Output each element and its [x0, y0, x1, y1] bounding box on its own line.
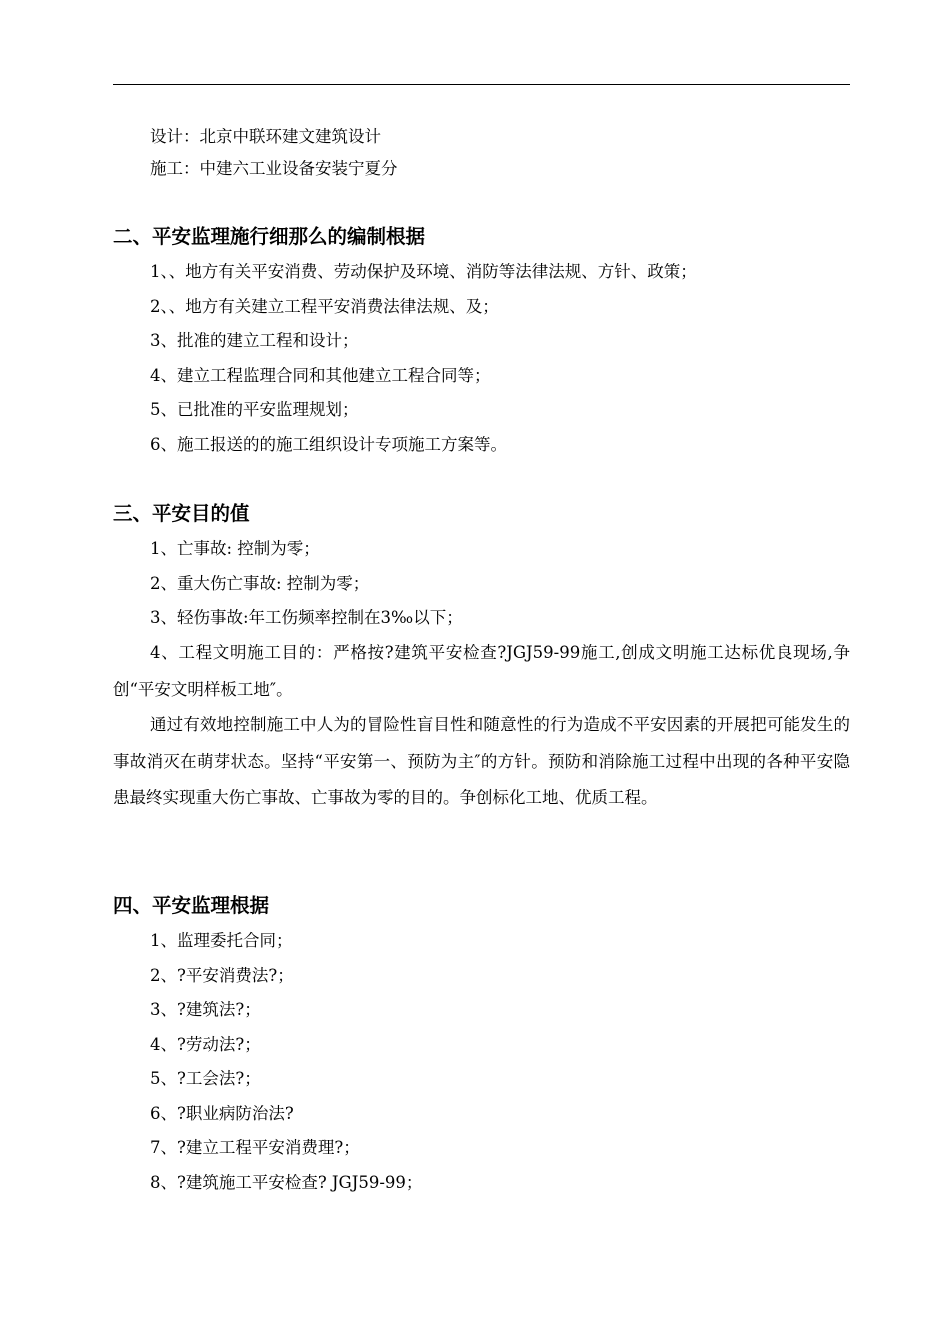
- section-4-item-7: 7、?建立工程平安消费理?；: [150, 1138, 360, 1157]
- section-3-item-4: 4、工程文明施工目的：严格按?建筑平安检查?JGJ59-99施工,创成文明施工达标优良现场,争创“平安文明样板工地″。: [113, 643, 850, 699]
- section-2-item-3: 3、批准的建立工程和设计；: [150, 331, 359, 350]
- section-4-item-3: 3、?建筑法?；: [150, 1000, 261, 1019]
- section-2-item-6: 6、施工报送的的施工组织设计专项施工方案等。: [150, 435, 507, 454]
- construction-line: 施工：中建六工业设备安装宁夏分: [150, 159, 398, 178]
- section-4-item-6: 6、?职业病防治法?: [150, 1104, 294, 1123]
- section-3-paragraph: 通过有效地控制施工中人为的冒险性盲目性和随意性的行为造成不平安因素的开展把可能发生的事故消灭在萌芽状态。坚持“平安第一、预防为主″的方针。预防和消除施工过程中出现的各种平安隐患最终实现重大伤亡事故、亡事故为零的目的。争创标化工地、优质工程。: [113, 715, 850, 808]
- section-2-heading: 二、平安监理施行细那么的编制根据: [113, 225, 426, 248]
- section-3-item-2: 2、重大伤亡事故: 控制为零；: [150, 574, 370, 593]
- header-rule: [113, 84, 850, 85]
- section-2-item-4: 4、建立工程监理合同和其他建立工程合同等；: [150, 366, 491, 385]
- section-3-item-3: 3、轻伤事故:年工伤频率控制在3‰以下；: [150, 608, 463, 627]
- section-4-item-8: 8、?建筑施工平安检查? JGJ59-99；: [150, 1173, 423, 1192]
- section-4-item-5: 5、?工会法?；: [150, 1069, 261, 1088]
- section-2-item-1: 1、、地方有关平安消费、劳动保护及环境、消防等法律法规、方针、政策；: [150, 262, 697, 281]
- section-4-item-2: 2、?平安消费法?；: [150, 966, 294, 985]
- design-line: 设计：北京中联环建文建筑设计: [150, 127, 381, 146]
- section-4-heading: 四、平安监理根据: [113, 894, 270, 917]
- section-4-item-4: 4、?劳动法?；: [150, 1035, 261, 1054]
- section-4-item-1: 1、监理委托合同；: [150, 931, 293, 950]
- section-2-item-2: 2、、地方有关建立工程平安消费法律法规、及；: [150, 297, 499, 316]
- section-2-item-5: 5、已批准的平安监理规划；: [150, 400, 359, 419]
- section-3-item-1: 1、亡事故: 控制为零；: [150, 539, 320, 558]
- section-3-heading: 三、平安目的值: [113, 502, 250, 525]
